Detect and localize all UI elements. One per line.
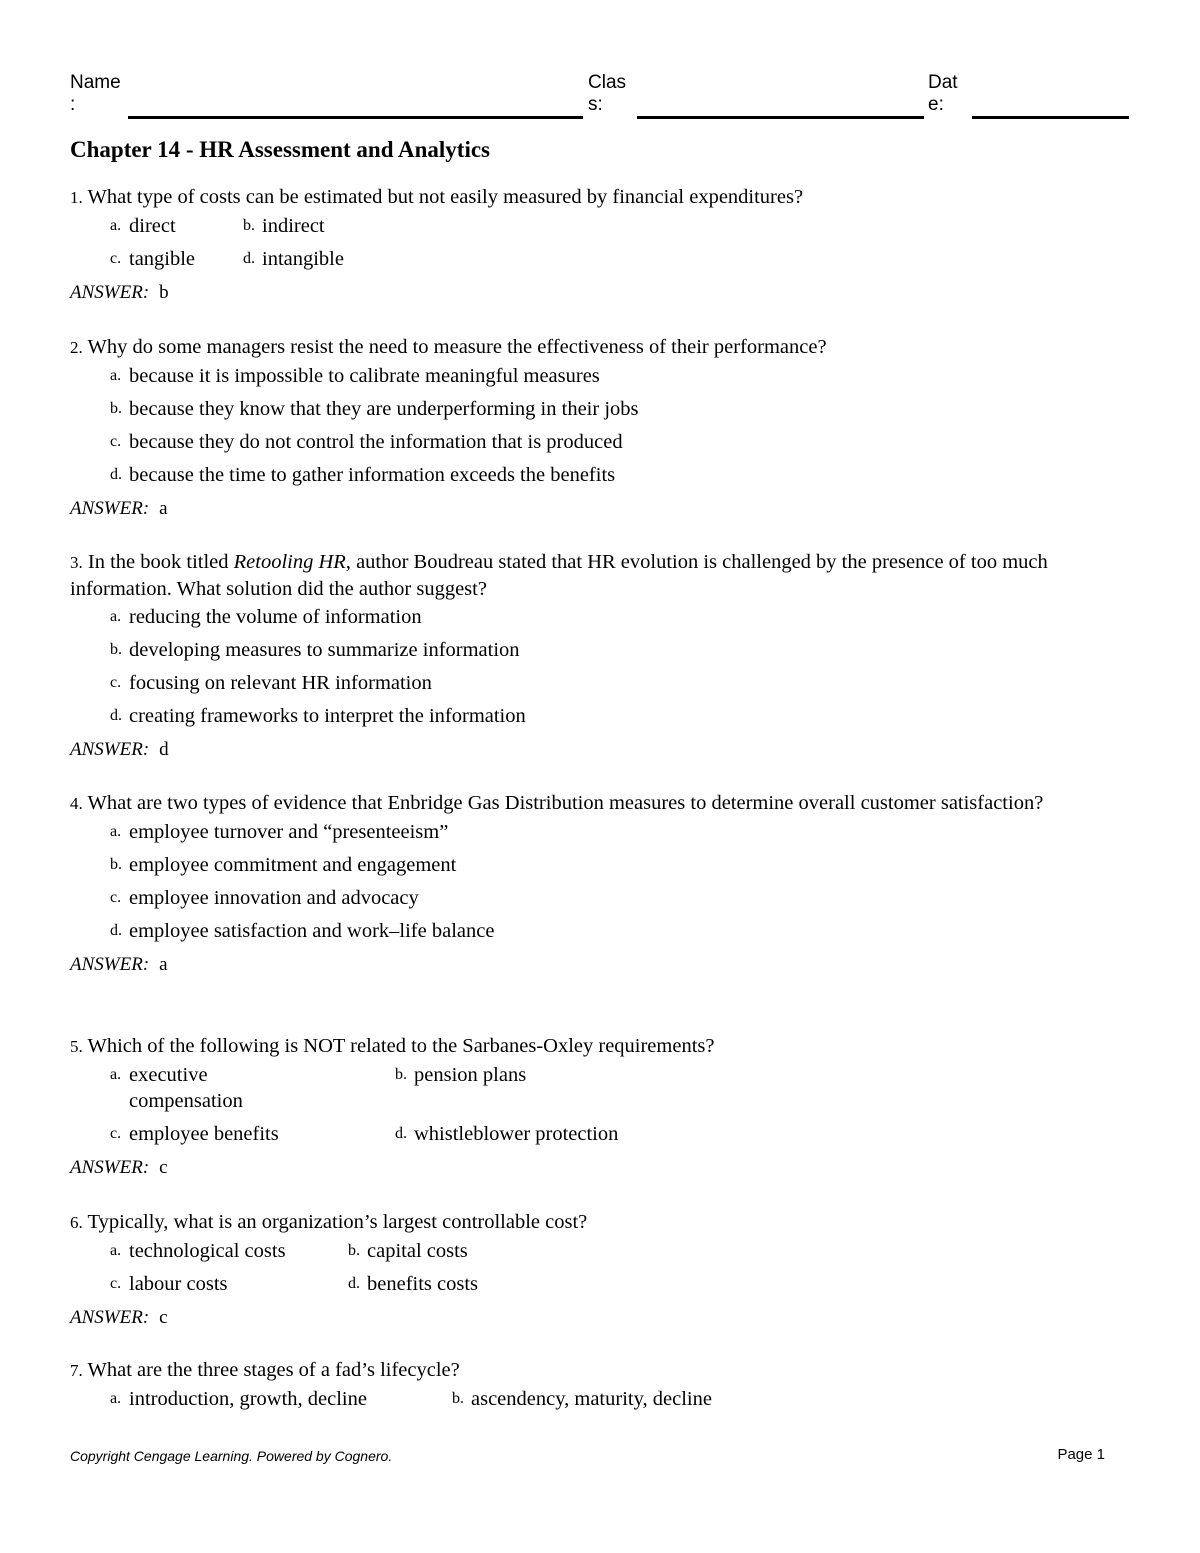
option-d[interactable]: d. employee satisfaction and work–life balance [110,920,495,942]
option-c[interactable]: c. focusing on relevant HR information [110,672,432,694]
page-title: Chapter 14 - HR Assessment and Analytics [70,137,490,162]
footer-copyright: Copyright Cengage Learning. Powered by Cognero. [70,1448,393,1464]
option-c[interactable]: c. employee innovation and advocacy [110,887,419,909]
class-label-bottom: s: [588,94,603,115]
date-label-top: Dat [928,72,958,93]
name-field-line[interactable] [128,116,583,119]
option-b[interactable]: b. indirect [243,215,325,237]
class-field-line[interactable] [637,116,924,119]
class-label-top: Clas [588,72,627,93]
date-label [928,72,958,116]
name-label-bottom: : [70,94,76,115]
name-label [70,72,121,116]
answer-line: ANSWER: b [70,282,169,303]
question-stem: 6. Typically, what is an organization’s largest controllable cost? [70,1211,588,1233]
option-a[interactable]: a. introduction, growth, decline [110,1388,367,1410]
question-stem: 5. Which of the following is NOT related to the Sarbanes-Oxley requirements? [70,1035,715,1057]
option-b[interactable]: b. ascendency, maturity, decline [452,1388,712,1410]
question-stem: 2. Why do some managers resist the need to measure the effectiveness of their performance? [70,336,827,358]
options [110,1062,1130,1154]
option-a[interactable]: a. technological costs [110,1240,286,1262]
option-b[interactable]: b. pension plans [395,1064,527,1086]
page-number: Page 1 [1057,1446,1105,1463]
question-stem: 4. What are two types of evidence that Enbridge Gas Distribution measures to determine overall customer satisfaction? [70,792,1044,814]
date-field-line[interactable] [972,116,1129,119]
option-c[interactable]: c. because they do not control the information that is produced [110,431,623,453]
options [110,819,1130,951]
class-label [588,72,626,116]
options [110,213,1130,279]
name-label-top: Name [70,72,121,93]
question-4 [70,790,1130,977]
option-a[interactable]: a. because it is impossible to calibrate meaningful measures [110,365,600,387]
option-d[interactable]: d. intangible [243,248,344,270]
options [110,1386,1130,1419]
answer-line: ANSWER: d [70,739,169,760]
option-d[interactable]: d. benefits costs [348,1273,479,1295]
question-stem: 7. What are the three stages of a fad’s lifecycle? [70,1359,460,1381]
option-d[interactable]: d. whistleblower protection [395,1123,619,1145]
date-label-bottom: e: [928,94,944,115]
question-1 [70,184,1130,305]
question-stem: 1. What type of costs can be estimated but not easily measured by financial expenditures? [70,186,804,208]
question-6 [70,1209,1130,1330]
option-a[interactable]: a. employee turnover and “presenteeism” [110,821,449,843]
option-b[interactable]: b. capital costs [348,1240,468,1262]
option-c[interactable]: c. employee benefits [110,1123,279,1145]
question-3 [70,549,1130,762]
answer-line: ANSWER: c [70,1307,168,1328]
book-title: Retooling HR, [233,551,351,573]
option-d[interactable]: d. because the time to gather information exceeds the benefits [110,464,616,486]
options [110,363,1130,495]
option-c[interactable]: c. tangible [110,248,196,270]
option-a[interactable]: a. reducing the volume of information [110,606,422,628]
option-a[interactable]: a. direct [110,215,176,237]
option-b[interactable]: b. because they know that they are underperforming in their jobs [110,398,639,420]
answer-line: ANSWER: a [70,954,168,975]
question-stem: 3. In the book titled Retooling HR, author Boudreau stated that HR evolution is challenged by the presence of too much information. What solution did the author suggest? [70,551,1048,600]
option-b[interactable]: b. employee commitment and engagement [110,854,457,876]
answer-line: ANSWER: a [70,498,168,519]
options [110,1238,1130,1304]
answer-line: ANSWER: c [70,1157,168,1178]
question-5 [70,1033,1130,1180]
question-2 [70,334,1130,521]
question-7 [70,1357,1130,1419]
option-a[interactable]: a. executive compensation [110,1064,243,1112]
options [110,604,1130,736]
option-b[interactable]: b. developing measures to summarize information [110,639,520,661]
option-c[interactable]: c. labour costs [110,1273,228,1295]
option-d[interactable]: d. creating frameworks to interpret the information [110,705,526,727]
